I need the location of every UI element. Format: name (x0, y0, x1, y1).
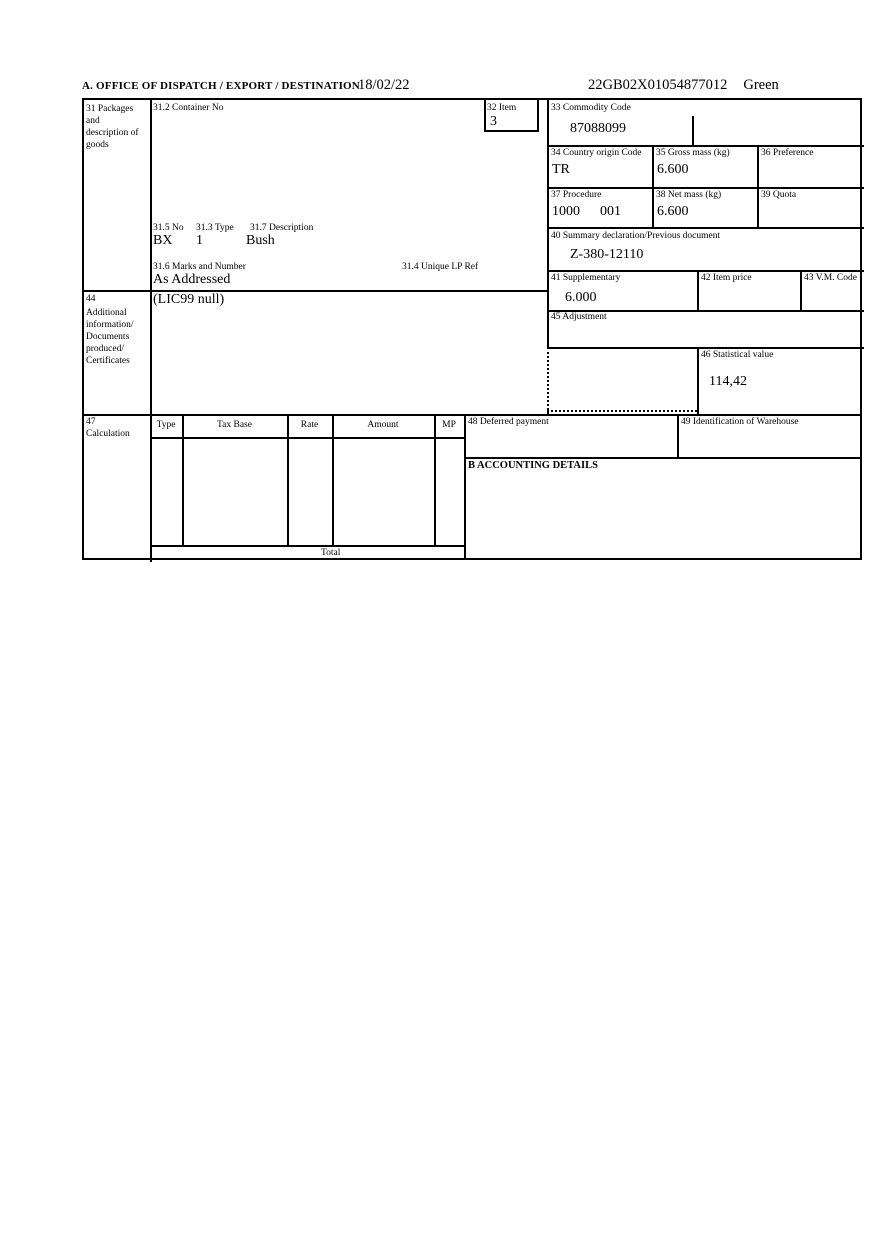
box31-4-label: 31.4 Unique LP Ref (402, 262, 479, 272)
mrn-value: 22GB02X01054877012 (588, 77, 728, 93)
box35-label: 35 Gross mass (kg) (656, 148, 730, 158)
accounting-details-label: B ACCOUNTING DETAILS (468, 460, 598, 471)
box49-label: 49 Identification of Warehouse (681, 417, 799, 427)
box32-item-number: 3 (490, 114, 497, 129)
calc-col-type: Type (156, 420, 176, 430)
box44-label: Additional information/ Documents produced/ Certificates (86, 308, 134, 366)
grid-hline (547, 227, 864, 229)
calc-col-amount: Amount (367, 420, 399, 430)
box38-label: 38 Net mass (kg) (656, 190, 722, 200)
office-of-dispatch-label: A. OFFICE OF DISPATCH / EXPORT / DESTINATION (82, 80, 360, 92)
box37-value-2: 001 (600, 204, 621, 219)
grid-hline (150, 437, 464, 439)
grid-hline (464, 457, 860, 459)
box44-value: (LIC99 null) (153, 292, 225, 307)
box34-value: TR (552, 162, 570, 177)
box41-label: 41 Supplementary (551, 273, 621, 283)
box38-value: 6.600 (657, 204, 689, 219)
grid-vline (800, 270, 802, 310)
grid-vline (332, 414, 334, 545)
grid-vline (757, 145, 759, 227)
box40-label: 40 Summary declaration/Previous document (551, 231, 721, 241)
calc-total-label: Total (321, 548, 341, 558)
movement-reference (588, 77, 779, 94)
box31-label (86, 103, 140, 151)
declaration-date: 18/02/22 (358, 77, 410, 93)
box34-label: 34 Country origin Code (551, 148, 642, 158)
box32-label: 32 Item (487, 103, 517, 113)
grid-hline (547, 270, 864, 272)
sad-item-form (82, 98, 862, 560)
box44-number: 44 (86, 294, 96, 304)
box40-value: Z-380-12110 (570, 247, 644, 262)
box41-value: 6.000 (565, 290, 597, 305)
grid-vline (464, 414, 466, 558)
routing-status: Green (743, 77, 779, 93)
grid-vline (287, 414, 289, 545)
grid-vline (484, 100, 486, 132)
grid-vline (537, 100, 539, 132)
box35-value: 6.600 (657, 162, 689, 177)
calc-col-mp: MP (442, 420, 456, 430)
box33-value: 87088099 (570, 121, 626, 136)
box31-5-label: 31.5 No (153, 223, 184, 233)
box31-3-label: 31.3 Type (196, 223, 234, 233)
box47-label: Calculation (86, 429, 130, 439)
grid-hline (150, 545, 464, 547)
box31-2-label: 31.2 Container No (153, 103, 224, 113)
commodity-code-divider (692, 116, 694, 145)
grid-vline (150, 100, 152, 562)
box39-label: 39 Quota (761, 190, 797, 200)
box46-value: 114,42 (709, 374, 747, 389)
box43-label: 43 V.M. Code (804, 273, 857, 283)
box37-label: 37 Procedure (551, 190, 602, 200)
grid-vline (182, 414, 184, 545)
box48-label: 48 Deferred payment (468, 417, 549, 427)
calc-col-taxbase: Tax Base (217, 420, 252, 430)
box31-6-value: As Addressed (153, 272, 231, 287)
grid-hline (547, 145, 864, 147)
grid-hline-dotted (547, 410, 697, 412)
box31-3-value: 1 (196, 233, 203, 248)
box31-5-value: BX (153, 233, 173, 248)
grid-vline (677, 414, 679, 457)
box42-label: 42 Item price (701, 273, 752, 283)
grid-vline (697, 347, 699, 414)
grid-hline (547, 187, 864, 189)
box31-number: 31 (86, 104, 96, 114)
box36-label: 36 Preference (761, 148, 814, 158)
box33-label: 33 Commodity Code (551, 103, 631, 113)
grid-vline (697, 270, 699, 310)
grid-vline (652, 145, 654, 227)
box31-7-label: 31.7 Description (250, 223, 314, 233)
box47-number: 47 (86, 417, 96, 427)
box31-7-value: Bush (246, 233, 275, 248)
grid-hline (484, 130, 539, 132)
calc-col-rate: Rate (300, 420, 319, 430)
grid-hline (84, 414, 860, 416)
grid-vline (434, 414, 436, 545)
grid-vline-dotted (547, 347, 549, 414)
box46-label: 46 Statistical value (701, 350, 774, 360)
grid-hline (547, 347, 864, 349)
box31-text: Packages and description of goods (86, 104, 139, 150)
box45-label: 45 Adjustment (551, 312, 607, 322)
box31-6-label: 31.6 Marks and Number (153, 262, 246, 272)
box37-value-1: 1000 (552, 204, 580, 219)
